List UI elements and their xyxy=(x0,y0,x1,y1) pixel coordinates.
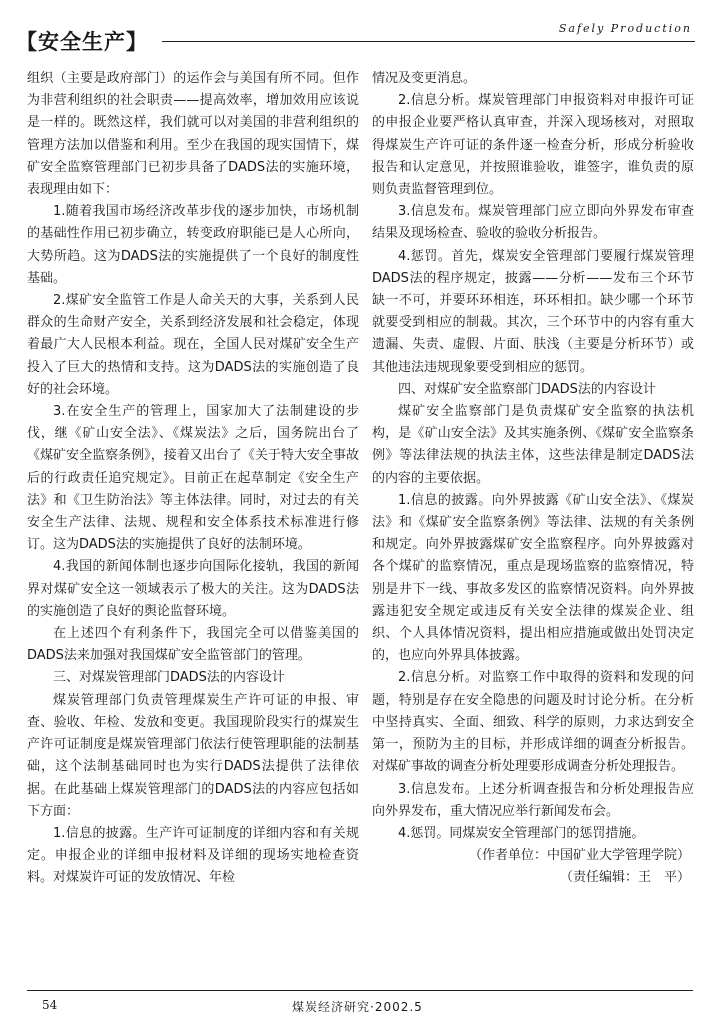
paragraph: 组织（主要是政府部门）的运作会与美国有所不同。但作为非营利组织的社会职责——提高效率，增加效用应该说是一样的。既然这样，我们就可以对美国的非营利组织的管理方法加以借鉴和利用。至少在我国的现实国情下，煤矿安全监察管理部门已初步具备了DADS法的实施环境，表现理由如下： xyxy=(27,71,359,198)
section-tag: 【安全生产】 xyxy=(16,30,148,54)
paragraph: 2.煤矿安全监管工作是人命关天的大事，关系到人民群众的生命财产安全，关系到经济发展和社会稳定，体现着最广大人民根本利益。现在，全国人民对煤矿安全生产投入了巨大的热情和支持。这为DADS法的实施创造了良好的社会环境。 xyxy=(27,293,359,397)
footer-rule xyxy=(27,990,693,991)
section-heading: 四、对煤矿安全监察部门DADS法的内容设计 xyxy=(398,381,656,397)
paragraph: 在上述四个有利条件下，我国完全可以借鉴美国的DADS法来加强对我国煤矿安全监管部门的管理。 xyxy=(27,626,359,664)
paragraph: 1.随着我国市场经济改革步伐的逐步加快，市场机制的基础性作用已初步确立，转变政府职能已是人心所向，大势所趋。这为DADS法的实施提供了一个良好的制度性基础。 xyxy=(27,204,359,286)
paragraph: 3.信息发布。上述分析调查报告和分析处理报告应向外界发布，重大情况应举行新闻发布会。 xyxy=(372,781,694,819)
page-number: 54 xyxy=(42,998,58,1012)
paragraph: 2.信息分析。煤炭管理部门申报资料对申报许可证的申报企业要严格认真审查，并深入现场核对，对照取得煤炭生产许可证的条件逐一检查分析，形成分析验收报告和认定意见，并按照谁验收，谁签字，谁负责的原则负责监督管理到位。 xyxy=(372,93,694,198)
section-heading: 三、对煤炭管理部门DADS法的内容设计 xyxy=(53,670,285,686)
paragraph: 煤炭管理部门负责管理煤炭生产许可证的申报、审查、验收、年检、发放和变更。我国现阶段实行的煤炭生产许可证制度是煤炭管理部门依法行使管理职能的法制基础，这个法制基础同时也为实行DADS法提供了法律依据。在此基础上煤炭管理部门的DADS法的内容应包括如下方面： xyxy=(27,692,359,819)
running-title: Safely Production xyxy=(558,22,692,35)
paragraph: 2.信息分析。对监察工作中取得的资料和发现的问题，特别是存在安全隐患的问题及时讨论分析。在分析中坚持真实、全面、细致、科学的原则，力求达到安全第一，预防为主的目标，并形成详细的调查分析报告。对煤矿事故的调查分析处理要形成调查分析处理报告。 xyxy=(372,670,694,775)
page-header xyxy=(0,0,718,60)
editor-credit: （责任编辑：王 平） xyxy=(559,870,690,886)
right-column xyxy=(372,68,694,890)
paragraph: 3.信息发布。煤炭管理部门应立即向外界发布审查结果及现场检查、验收的验收分析报告。 xyxy=(372,204,694,242)
paragraph: 4.惩罚。同煤炭安全管理部门的惩罚措施。 xyxy=(398,825,645,841)
paragraph: 煤矿安全监察部门是负责煤矿安全监察的执法机构，是《矿山安全法》及其实施条例、《煤矿安全监察条例》等法律法规的执法主体，这些法律是制定DADS法的内容的主要依据。 xyxy=(372,404,694,486)
paragraph: 1.信息的披露。生产许可证制度的详细内容和有关规定。申报企业的详细申报材料及详细的现场实地检查资料。对煤炭许可证的发放情况、年检 xyxy=(27,825,359,886)
paragraph: 1.信息的披露。向外界披露《矿山安全法》、《煤炭法》和《煤矿安全监察条例》等法律、法规的有关条例和规定。向外界披露煤矿安全监察程序。向外界披露对各个煤矿的监察情况，重点是现场监察的监察情况，特别是井下一线、事故多发区的监察情况资料。向外界披露违犯安全规定或违反有关安全法律的煤炭企业、组织、个人具体情况资料，提出相应措施或做出处罚决定的，也应向外界具体披露。 xyxy=(372,492,694,664)
paragraph: 情况及变更消息。 xyxy=(372,71,477,86)
paragraph: 4.我国的新闻体制也逐步向国际化接轨，我国的新闻界对煤矿安全这一领域表示了极大的关注。这为DADS法的实施创造了良好的舆论监督环境。 xyxy=(27,559,359,619)
author-affiliation: （作者单位：中国矿业大学管理学院） xyxy=(468,848,690,864)
left-column xyxy=(27,68,359,890)
paragraph: 4.惩罚。首先，煤炭安全管理部门要履行煤炭管理DADS法的程序规定，披露——分析——发布三个环节缺一不可，并要环环相连，环环相扣。缺少哪一个环节就要受到相应的制裁。其次，三个环节中的内容有重大遗漏、失责、虚假、片面、肤浅（主要是分析环节）或其他违法违规现象要受到相应的惩罚。 xyxy=(372,248,694,375)
header-rule xyxy=(162,41,695,42)
paragraph: 3.在安全生产的管理上，国家加大了法制建设的步伐，继《矿山安全法》、《煤炭法》之后，国务院出台了《煤矿安全监察条例》，接着又出台了《关于特大安全事故后的行政责任追究规定》。目前正在起草制定《安全生产法》和《卫生防治法》等主体法律。同时，对过去的有关安全生产法律、法规、规程和安全体系技术标准进行修订。这为DADS法的实施提供了良好的法制环境。 xyxy=(27,404,359,553)
journal-info: 煤炭经济研究·2002.5 xyxy=(292,1000,423,1014)
